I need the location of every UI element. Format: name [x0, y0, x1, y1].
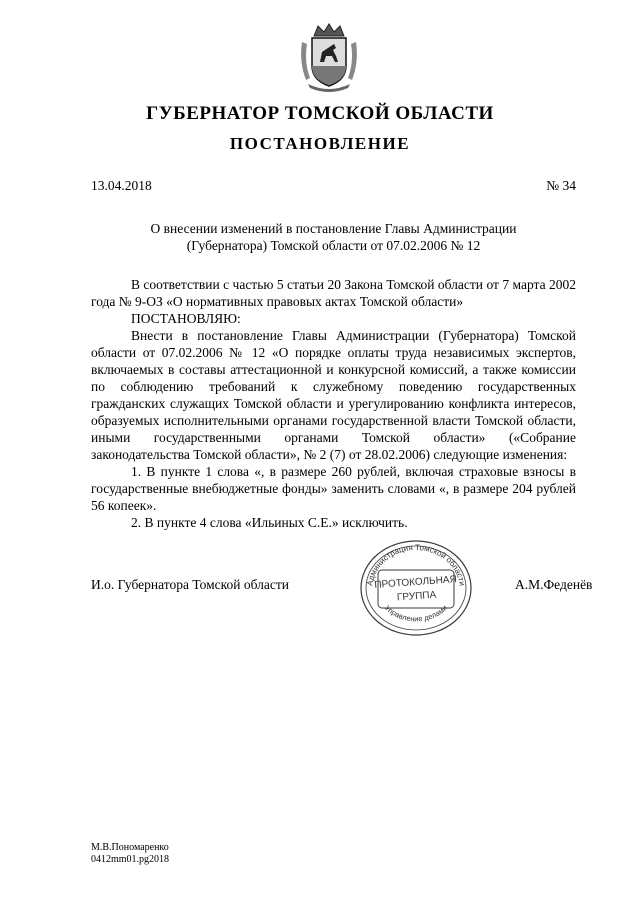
document-number: № 34 — [546, 178, 576, 193]
stamp-center-line: ПРОТОКОЛЬНАЯ — [374, 574, 458, 591]
paragraph-decree: ПОСТАНОВЛЯЮ: — [131, 311, 241, 326]
coat-of-arms-icon — [298, 22, 360, 92]
stamp-center-line: ГРУППА — [396, 589, 437, 604]
document-date: 13.04.2018 — [91, 178, 152, 193]
stamp-ring-top: Администрация Томской области — [365, 542, 467, 587]
file-reference: 0412mm01.pg2018 — [91, 854, 170, 865]
executor-name: М.В.Пономаренко — [91, 842, 169, 853]
signatory-name: А.М.Феденёв — [515, 577, 593, 592]
document-type: ПОСТАНОВЛЕНИЕ — [229, 134, 411, 153]
issuing-authority: ГУБЕРНАТОР ТОМСКОЙ ОБЛАСТИ — [146, 103, 494, 124]
stamp-ring-bottom: Управление делами — [382, 603, 450, 624]
document-body — [91, 276, 576, 531]
paragraph-item-2: 2. В пункте 4 слова «Ильиных С.Е.» исключить. — [131, 515, 408, 530]
paragraph-item-1: 1. В пункте 1 слова «, в размере 260 рублей, включая страховые взносы в государственные внебюджетные фонды» заменить словами «, в размере 204 рублей 56 копеек». — [91, 464, 576, 513]
subject-line: О внесении изменений в постановление Главы Администрации — [150, 221, 517, 236]
paragraph-amendment: Внести в постановление Главы Администрации (Губернатора) Томской области от 07.02.2006 № 12 «О порядке оплаты труда независимых экспертов, включаемых в составы аттестационной и конкурсной комиссий, а также комиссии по соблюдению требований к служебному поведению государственных гражданских служащих Томской области и урегулированию конфликта интересов, образуемых исполнительными органами государственной власти Томской области, иными государственными органами Томской области» («Собрание законодательства Томской области», № 2 (7) от 28.02.2006) следующие изменения: — [91, 328, 576, 462]
svg-text:Управление делами — [383, 603, 449, 623]
footer — [91, 842, 169, 866]
official-stamp-icon — [356, 538, 476, 638]
document-subject — [91, 220, 576, 254]
subject-line: (Губернатора) Томской области от 07.02.2006 № 12 — [186, 238, 481, 253]
signatory-position: И.о. Губернатора Томской области — [91, 577, 289, 592]
paragraph-basis: В соответствии с частью 5 статьи 20 Закона Томской области от 7 марта 2002 года № 9-ОЗ «О нормативных правовых актах Томской области» — [91, 277, 576, 309]
